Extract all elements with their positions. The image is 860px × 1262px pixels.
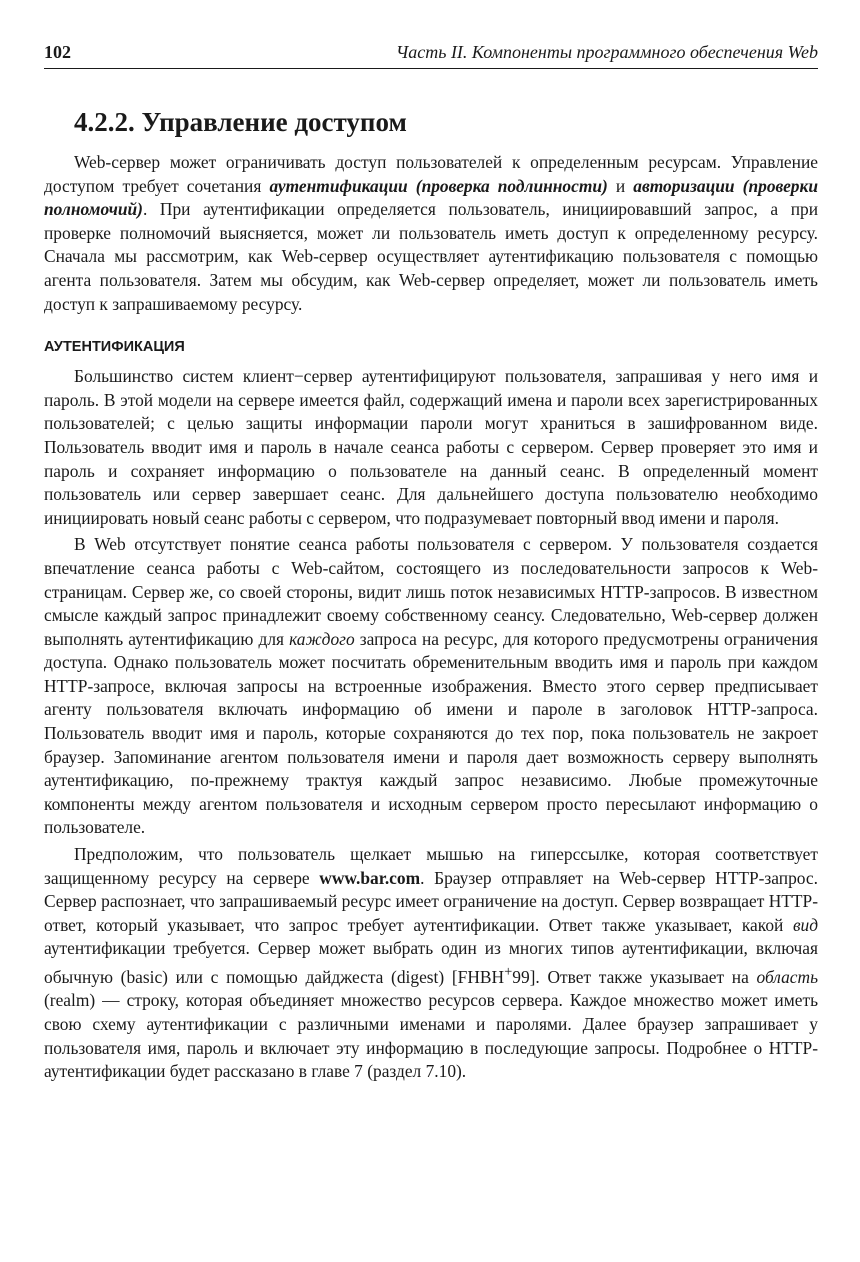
text-run: Web-сервер может ограничивать доступ пользователей к определенным ресурсам. Управление доступом требует сочетания bbox=[44, 152, 818, 196]
emphasis-each: каждого bbox=[289, 628, 355, 649]
text-run: 99]. Ответ также указывает на bbox=[512, 966, 757, 987]
text-run: запроса на ресурс, для которого предусмотрены ограничения доступа. Однако пользователь может посчитать обременительным вводить имя и пароль при каждом HTTP-запросе, включая запросы на встроенные изображения. Вместо этого сервер предписывает агенту пользователя включать информацию об имени и пароле в заголовок HTTP-запроса. Пользователь вводит имя и пароль, которые сохраняются до тех пор, пока пользователь не закроет браузер. Запоминание агентом пользователя имени и пароля дает возможность серверу выполнять аутентификацию, по-прежнему трактуя каждый запрос независимо. Любые промежуточные компоненты между агентом пользователя и исходным сервером просто пересылают информацию о пользователе. bbox=[44, 628, 818, 838]
server-hostname: www.bar.com bbox=[319, 867, 421, 888]
paragraph-client-server-auth: Большинство систем клиент−сервер аутентифицируют пользователя, запрашивая у него имя и пароль. В этой модели на сервере имеется файл, содержащий имена и пароли всех зарегистрированных пользователей; с целью защиты информации пароли могут храниться в зашифрованном виде. Пользователь вводит имя и пароль в начале сеанса работы с сервером. Сервер проверяет это имя и пароль и сохраняет информацию о пользователе на данный сеанс. В определенный момент пользователь или сервер завершает сеанс. Для дальнейшего доступа пользователю необходимо инициировать новый сеанс работы с сервером, что подразумевает повторный ввод имени и пароля. bbox=[44, 366, 818, 528]
citation-superscript: + bbox=[504, 964, 513, 980]
page-number: 102 bbox=[44, 42, 71, 62]
paragraph-http-auth-example bbox=[44, 843, 818, 1084]
book-page bbox=[44, 40, 818, 1084]
text-run: и bbox=[607, 175, 634, 196]
emphasis-realm: область bbox=[756, 966, 818, 987]
section-title: 4.2.2. Управление доступом bbox=[74, 107, 407, 137]
text-run: Предположим, что пользователь щелкает мышью на гиперссылке, которая соответствует защищенному ресурсу на сервере bbox=[44, 844, 818, 888]
running-head bbox=[44, 40, 818, 69]
emphasis-authorization: авторизации (проверки полномочий) bbox=[44, 175, 818, 220]
emphasis-kind: вид bbox=[792, 914, 818, 935]
text-run: В Web отсутствует понятие сеанса работы пользователя с сервером. У пользователя создается впечатление сеанса работы с Web-сайтом, состоящего из последовательности запросов к Web-страницам. Сервер же, со своей стороны, видит лишь поток независимых HTTP-запросов. В известном смысле каждый запрос принадлежит своему собственному сеансу. Следовательно, Web-сервер должен выполнять аутентификацию для bbox=[44, 534, 818, 649]
subheading-authentication: АУТЕНТИФИКАЦИЯ bbox=[44, 339, 185, 356]
paragraph-web-session bbox=[44, 533, 818, 840]
text-run: . При аутентификации определяется пользователь, инициировавший запрос, а при проверке полномочий выясняется, может ли пользователь иметь доступ к определенному ресурсу. Сначала мы рассмотрим, как Web-сервер осуществляет аутентификацию пользователя с помощью агента пользователя. Затем мы обсудим, как Web-сервер определяет, может ли пользователь иметь доступ к запрашиваемому ресурсу. bbox=[44, 199, 818, 314]
running-title: Часть II. Компоненты программного обеспечения Web bbox=[395, 42, 818, 62]
text-run: . Браузер отправляет на Web-сервер HTTP-запрос. Сервер распознает, что запрашиваемый ресурс имеет ограничение на доступ. Сервер возвращает HTTP-ответ, который указывает, что запрос требует аутентификации. Ответ также указывает, какой bbox=[44, 867, 818, 935]
text-run: аутентификации требуется. Сервер может выбрать один из многих типов аутентификации, включая обычную (basic) или с помощью дайджеста (digest) [FHBH bbox=[44, 938, 818, 987]
text-run: (realm) — строку, которая объединяет множество ресурсов сервера. Каждое множество может иметь свою схему аутентификации с различными именами и паролями. Далее браузер запрашивает у пользователя имя, пароль и включает эту информацию в последующие запросы. Подробнее о HTTP-аутентификации будет рассказано в главе 7 (раздел 7.10). bbox=[44, 990, 818, 1082]
emphasis-authentication: аутентификации (проверка подлинности) bbox=[269, 175, 608, 196]
paragraph-access-control bbox=[44, 151, 818, 316]
